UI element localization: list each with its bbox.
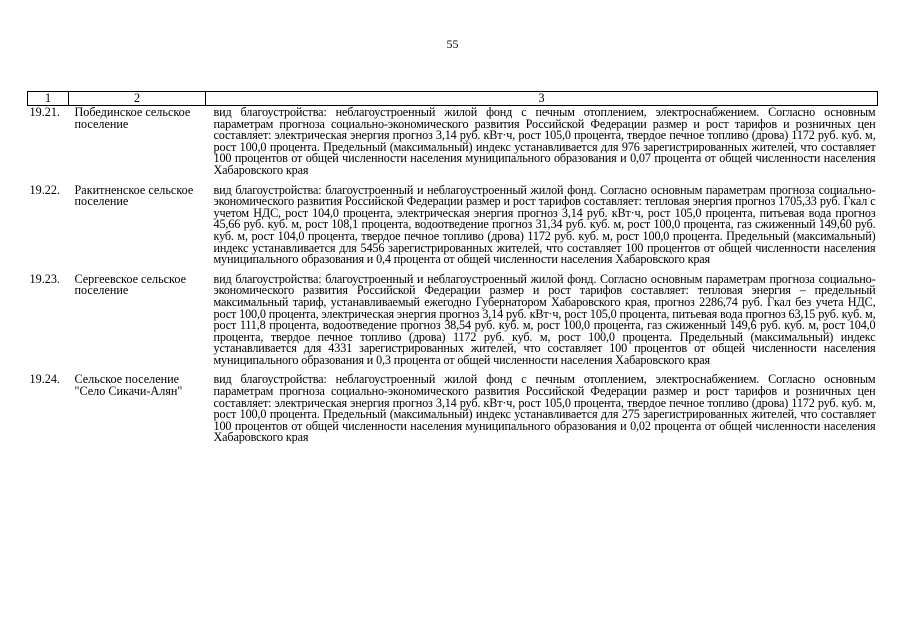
settlement-name: Сергеевское сельское поселение (74, 271, 187, 298)
row-number: 19.24. (29, 372, 60, 387)
settlement-name: Сельское поселение "Село Сикачи-Алян" (74, 372, 183, 399)
table-row (28, 373, 878, 451)
settlement-description: вид благоустройства: благоустроенный и неблагоустроенный жилой фонд. Согласно основным параметрам прогноза социально-экономического развития Российской Федерации размер и рост тарифов составляет: тепловая энергия прогноз 1705,33 руб. Гкал с учетом НДС, рост 104,0 процента, электрическая энергия прогноз 3,14 руб. кВт·ч, рост 105,0 процента, питьевая вода прогноз 45,66 руб. куб. м, рост 108,1 процента, водоотведение прогноз 31,34 руб. куб. м, рост 100,0 процента, газ сжиженный 149,60 руб. куб. м, рост 104,0 процента, твердое печное топливо (дрова) 1172 руб. куб. м, рост 100,0 процента. Предельный (максимальный) индекс устанавливается для 5456 зарегистрированных жителей, что составляет 100 процентов от общей численности населения муниципального образования и 0,4 процента от общей численности населения Хабаровского края (213, 182, 876, 267)
settlement-name: Ракитненское сельское поселение (74, 182, 194, 209)
settlement-description: вид благоустройства: неблагоустроенный жилой фонд с печным отоплением, электроснабжением. Согласно основным параметрам прогноза социально-экономического развития Российской Федерации размер и рост тарифов и розничных цен составляет: электрическая энергия прогноз 3,14 руб. кВт·ч, рост 105,0 процента, твердое печное топливо (дрова) 1172 руб. куб. м, рост 100,0 процента. Предельный (максимальный) индекс устанавливается для 275 зарегистрированных жителей, что составляет 100 процентов от общей численности населения муниципального образования и 0,02 процента от общей численности населения Хабаровского края (213, 372, 876, 445)
table-row (28, 273, 878, 374)
table-body (28, 106, 878, 452)
table-row (28, 184, 878, 273)
table-header (28, 92, 878, 106)
settlements-table (27, 91, 878, 451)
settlement-description: вид благоустройства: благоустроенный и неблагоустроенный жилой фонд. Согласно основным параметрам прогноза социально-экономического развития Российской Федерации размер и рост тарифов составляет: тепловая энергия – предельный максимальный тариф, устанавливаемый ежегодно Губернатором Хабаровского края, прогноз 2286,74 руб. Гкал без учета НДС, рост 100,0 процента, электрическая энергия прогноз 3,14 руб. кВт·ч, рост 105,0 процента, питьевая вода прогноз 63,15 руб. куб. м, рост 111,8 процента, водоотведение прогноз 38,54 руб. куб. м, рост 100,0 процента, газ сжиженный 149,6 руб. куб. м, рост 104,0 процента, твердое печное топливо (дрова) 1172 руб. куб. м, рост 100,0 процента. Предельный (максимальный) индекс устанавливается для 4331 зарегистрированных жителей, что составляет 100 процентов от общей численности населения муниципального образования и 0,3 процента от общей численности населения Хабаровского края (213, 271, 876, 367)
header-col-3: 3 (206, 92, 878, 106)
row-number: 19.22. (29, 182, 60, 197)
header-col-1: 1 (28, 92, 69, 106)
row-number: 19.21. (29, 105, 60, 119)
table-row (28, 106, 878, 184)
settlement-name: Побединское сельское поселение (74, 105, 191, 131)
page-number: 55 (446, 37, 459, 51)
settlement-description: вид благоустройства: неблагоустроенный жилой фонд с печным отоплением, электроснабжением. Согласно основным параметрам прогноза социально-экономического развития Российской Федерации размер и рост тарифов и розничных цен составляет: электрическая энергия прогноз 3,14 руб. кВт·ч, рост 105,0 процента, твердое печное топливо (дрова) 1172 руб. куб. м, рост 100,0 процента. Предельный (максимальный) индекс устанавливается для 976 зарегистрированных жителей, что составляет 100 процентов от общей численности населения муниципального образования и 0,07 процента от общей численности населения Хабаровского края (213, 105, 876, 177)
header-col-2: 2 (69, 92, 206, 106)
header-row (28, 92, 878, 106)
row-number: 19.23. (29, 271, 60, 286)
